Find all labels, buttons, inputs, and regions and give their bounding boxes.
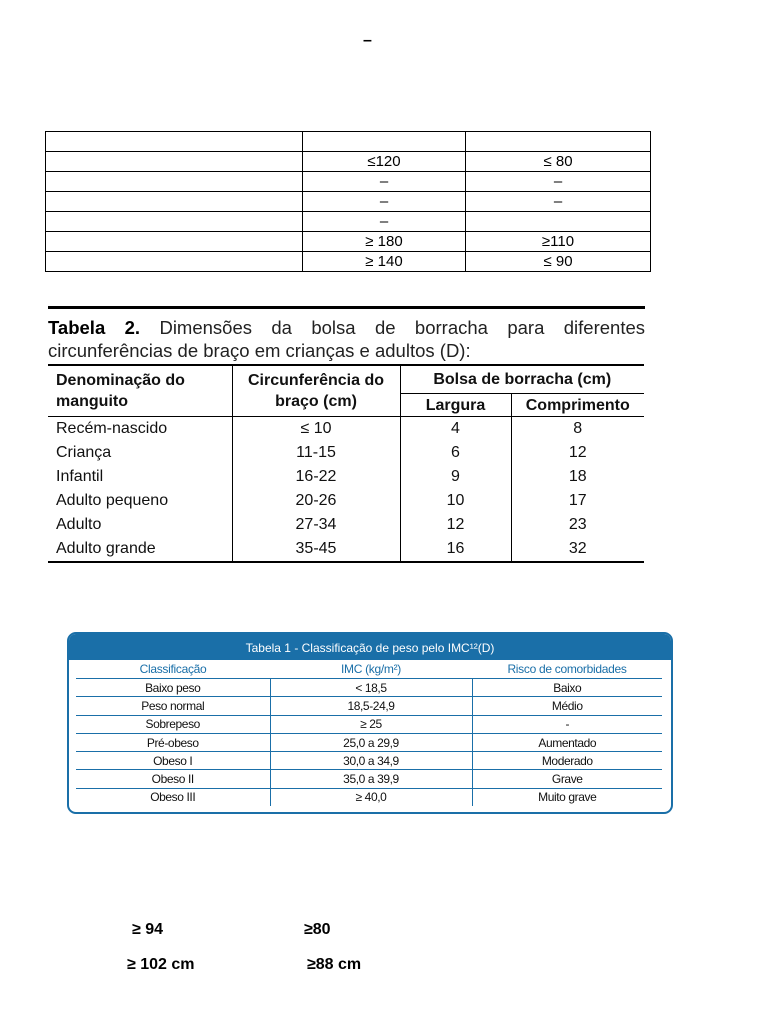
pressure-row-cell: ≥ 140 [303,252,466,272]
imc-row-cell: Baixo [472,679,662,697]
pressure-row-cell: ≤ 90 [466,252,651,272]
cuff-row-cell: 6 [400,441,511,465]
pressure-row-cell: ≥ 180 [303,232,466,252]
pressure-row-cell [46,192,303,212]
tabela2-top-rule [48,306,645,309]
header-circunferencia: Circunferência do braço (cm) [232,365,400,417]
waist-women-value-1: ≥80 [304,921,331,938]
tabela2-table [48,364,644,563]
tabela1-title: Tabela 1 - Classificação de peso pelo IMC¹²(D) [69,634,671,660]
header-risco: Risco de comorbidades [472,660,662,679]
pressure-row [46,252,651,272]
cuff-row-cell: 10 [400,489,511,513]
cuff-row-cell: 11-15 [232,441,400,465]
pressure-row [46,192,651,212]
imc-row-cell: Obeso I [76,752,270,770]
pressure-row-cell [303,132,466,152]
cuff-row-cell: 20-26 [232,489,400,513]
pressure-row-cell [466,132,651,152]
tabela2-title-text: Dimensões da bolsa de borracha para diferentes circunferências de braço em crianças e adultos (D): [48,317,645,361]
imc-row-cell: Sobrepeso [76,715,270,733]
pressure-row-cell [46,232,303,252]
cuff-row-cell: 32 [511,537,644,562]
cuff-row-cell: ≤ 10 [232,417,400,442]
cuff-row-cell: 23 [568,516,587,533]
cuff-row [48,537,644,562]
imc-row-cell: - [472,715,662,733]
imc-row-cell: Obeso III [150,790,196,805]
imc-row-cell: Moderado [472,752,662,770]
imc-row-cell: Pré-obeso [76,733,270,751]
imc-row-cell: ≥ 40,0 [270,788,472,806]
imc-row [76,770,662,788]
imc-row-cell: Muito grave [538,790,597,805]
cuff-row-cell: Infantil [48,465,232,489]
cuff-row-cell: Criança [48,441,232,465]
pressure-row-cell [46,252,303,272]
tabela1-table [76,660,662,806]
cuff-row-cell: 16 [400,537,511,562]
pressure-row-cell [466,212,651,232]
imc-row-cell: Grave [472,770,662,788]
pressure-row [46,132,651,152]
cuff-row [48,441,644,465]
imc-row-cell: Obeso II [76,770,270,788]
tabela2-title [48,316,645,362]
header-bolsa: Bolsa de borracha (cm) [400,365,644,394]
header-denominacao: Denominação do manguito [48,365,232,417]
cuff-row-cell: 17 [568,492,587,509]
cuff-row-cell: Adulto pequeno [48,489,232,513]
tabela1-box [67,632,673,814]
pressure-row-cell: – [303,212,466,232]
imc-row [76,679,662,697]
pressure-row-cell: ≤ 80 [466,152,651,172]
imc-row-cell: < 18,5 [270,679,472,697]
imc-row-cell: Baixo peso [76,679,270,697]
waist-men-value-2: ≥ 102 cm [127,956,195,973]
imc-row [76,752,662,770]
waist-men-value-1: ≥ 94 [132,921,164,938]
cuff-row-cell: 27-34 [232,513,400,537]
pressure-row-cell [46,172,303,192]
imc-row [76,715,662,733]
pressure-row [46,212,651,232]
cuff-row [48,513,644,537]
cuff-row [48,417,644,442]
pressure-row-cell: – [303,192,466,212]
pressure-row-cell: – [466,172,651,192]
pressure-row-cell [46,132,303,152]
pressure-row [46,172,651,192]
imc-row-cell: 25,0 a 29,9 [270,733,472,751]
cuff-row-cell: 8 [573,420,583,437]
imc-row-cell: 18,5-24,9 [270,697,472,715]
cuff-row-cell: 9 [400,465,511,489]
imc-row-cell: Aumentado [472,733,662,751]
cuff-row-cell: 4 [400,417,511,442]
header-largura: Largura [400,394,511,417]
cuff-row-cell: 35-45 [232,537,400,562]
pressure-row-cell: – [303,172,466,192]
pressure-row-cell: ≤120 [303,152,466,172]
imc-row-cell: 30,0 a 34,9 [270,752,472,770]
top-dash: – [363,32,372,49]
pressure-row [46,232,651,252]
pressure-row-cell [46,152,303,172]
pressure-table [45,131,651,272]
header-imc: IMC (kg/m²) [270,660,472,679]
imc-row-cell: Médio [472,697,662,715]
pressure-row [46,152,651,172]
cuff-row-cell: Adulto [48,513,232,537]
cuff-row [48,489,644,513]
imc-row [76,697,662,715]
header-classificacao: Classificação [76,660,270,679]
pressure-row-cell: – [466,192,651,212]
imc-row [76,733,662,751]
cuff-row [48,465,644,489]
cuff-row-cell: 16-22 [232,465,400,489]
imc-row-cell: ≥ 25 [270,715,472,733]
header-comprimento: Comprimento [511,394,644,417]
cuff-row-cell: Recém-nascido [48,417,232,442]
cuff-row-cell: 18 [568,468,587,485]
imc-row-cell: Peso normal [76,697,270,715]
cuff-row-cell: 12 [568,444,587,461]
tabela2-title-label: Tabela 2. [48,317,141,338]
waist-women-value-2: ≥88 cm [307,956,362,973]
imc-row-cell: 35,0 a 39,9 [270,770,472,788]
cuff-row-cell: 12 [400,513,511,537]
cuff-row-cell: Adulto grande [48,537,232,562]
imc-row [76,788,662,806]
pressure-row-cell: ≥110 [466,232,651,252]
pressure-row-cell [46,212,303,232]
